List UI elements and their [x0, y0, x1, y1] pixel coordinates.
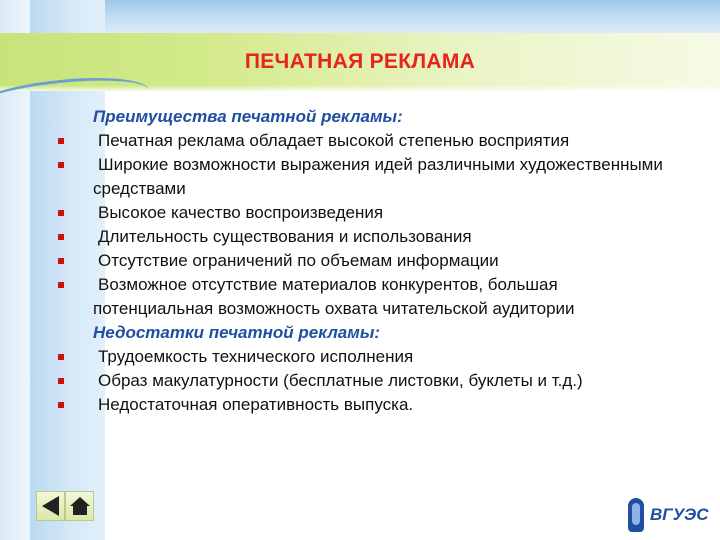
list-item-text: Печатная реклама обладает высокой степенью восприятия — [98, 131, 570, 150]
logo-text: ВГУЭС — [650, 505, 709, 524]
list-item-text: Образ макулатурности (бесплатные листовки, буклеты и т.д.) — [98, 371, 583, 390]
list-item — [58, 273, 678, 321]
list-item — [58, 393, 678, 417]
list-item — [58, 345, 678, 369]
bullet-icon — [58, 258, 64, 264]
list-item-text: Длительность существования и использования — [98, 227, 472, 246]
bullet-icon — [58, 162, 64, 168]
list-item — [58, 369, 678, 393]
list-item-text: Трудоемкость технического исполнения — [98, 347, 414, 366]
disadvantages-list — [58, 345, 678, 417]
logo-emblem-icon — [628, 498, 644, 532]
bullet-icon — [58, 402, 64, 408]
list-item — [58, 129, 678, 153]
list-item-text: Высокое качество воспроизведения — [98, 203, 384, 222]
home-icon — [70, 497, 90, 515]
slide-content — [58, 105, 678, 417]
list-item — [58, 249, 678, 273]
university-logo — [628, 497, 710, 533]
bullet-icon — [58, 378, 64, 384]
advantages-list — [58, 129, 678, 321]
slide-title: ПЕЧАТНАЯ РЕКЛАМА — [244, 50, 476, 73]
list-item-text: Отсутствие ограничений по объемам информации — [98, 251, 499, 270]
bullet-icon — [58, 234, 64, 240]
back-button[interactable] — [36, 491, 65, 521]
bullet-icon — [58, 282, 64, 288]
list-item — [58, 225, 678, 249]
slide-navigation — [36, 491, 94, 521]
list-item-text: Недостаточная оперативность выпуска. — [98, 395, 414, 414]
advantages-heading: Преимущества печатной рекламы: — [93, 107, 403, 126]
triangle-left-icon — [42, 496, 59, 516]
disadvantages-heading: Недостатки печатной рекламы: — [93, 323, 381, 342]
list-item — [58, 201, 678, 225]
list-item — [58, 153, 678, 201]
list-item-text: Возможное отсутствие материалов конкурентов, большая потенциальная возможность охвата читательской аудитории — [93, 275, 575, 318]
list-item-text: Широкие возможности выражения идей различными художественными средствами — [93, 155, 663, 198]
bullet-icon — [58, 210, 64, 216]
bullet-icon — [58, 354, 64, 360]
home-button[interactable] — [65, 491, 94, 521]
bullet-icon — [58, 138, 64, 144]
